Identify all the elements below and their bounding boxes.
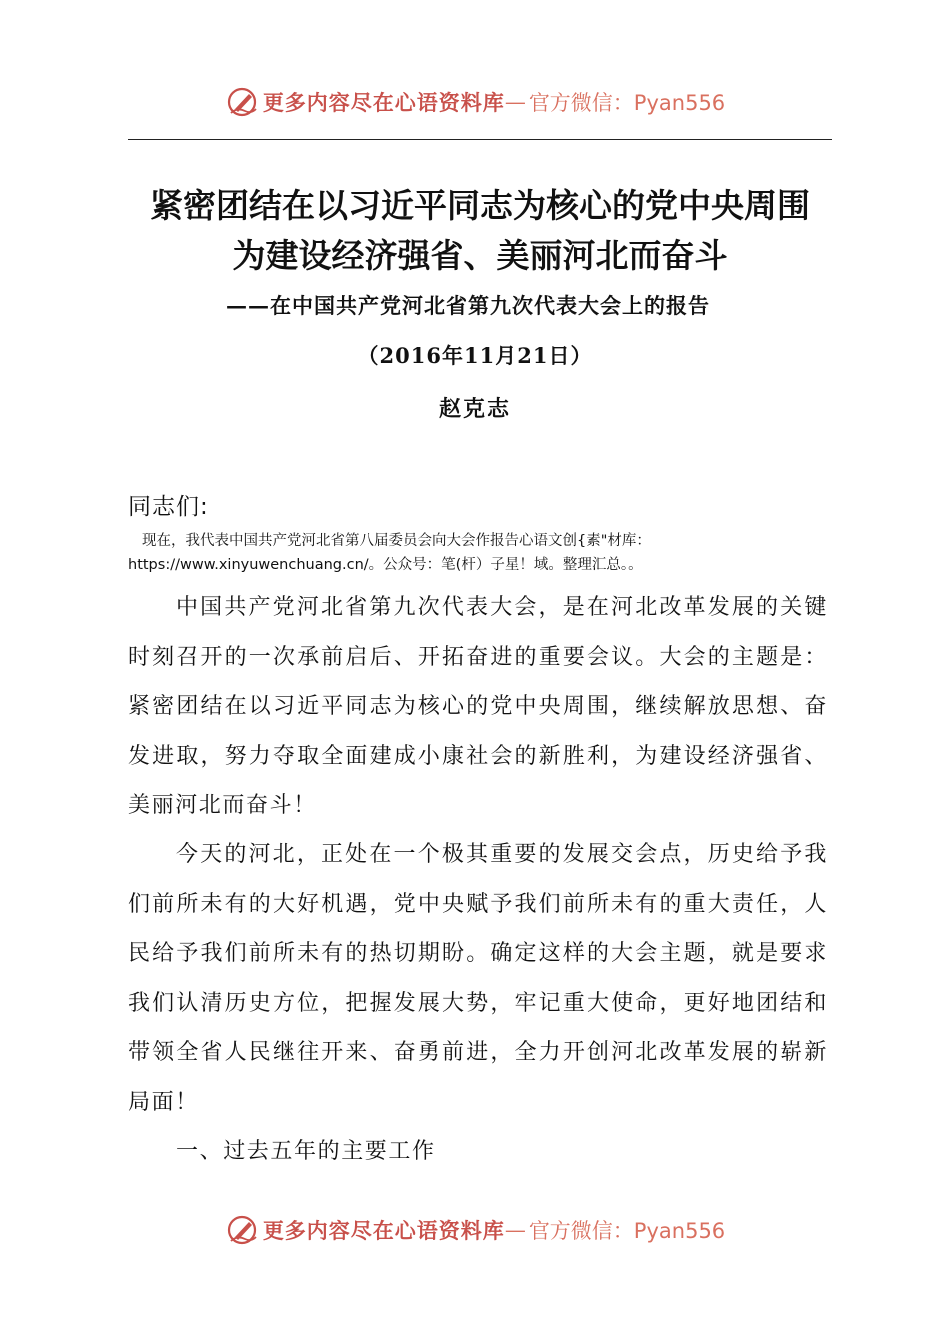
pen-seal-icon (225, 1213, 259, 1247)
document-author: 赵克志 (438, 396, 511, 422)
pen-seal-icon (225, 85, 259, 119)
document-title-line-1: 紧密团结在以习近平同志为核心的党中央周围 (150, 186, 810, 225)
header-divider (128, 139, 832, 140)
watermark-separator: — (504, 90, 527, 114)
document-subtitle: ——在中国共产党河北省第九次代表大会上的报告 (226, 293, 710, 318)
watermark-contact: 官方微信：Pyan556 (528, 1219, 726, 1243)
header-watermark (0, 82, 950, 122)
source-note: 现在，我代表中国共产党河北省第八届委员会向大会作报告心语文创{素"材库：https://www.xinyuwenchuang.cn/。公众号：笔(杆）子星！域。整理汇总。。 (128, 533, 651, 573)
watermark-separator: — (504, 1218, 527, 1242)
footer-watermark (0, 1210, 950, 1250)
document-title-line-2: 为建设经济强省、美丽河北而奋斗 (232, 236, 728, 275)
body-paragraph-1: 中国共产党河北省第九次代表大会，是在河北改革发展的关键时刻召开的一次承前启后、开拓奋进的重要会议。大会的主题是：紧密团结在以习近平同志为核心的党中央周围，继续解放思想、奋发进取，努力夺取全面建成小康社会的新胜利，为建设经济强省、美丽河北而奋斗！ (128, 595, 828, 818)
document-date: （2016年11月21日） (357, 343, 593, 368)
watermark-brand: 更多内容尽在心语资料库 (262, 1218, 505, 1243)
section-heading: 一、过去五年的主要工作 (176, 1139, 436, 1164)
salutation: 同志们: (128, 494, 209, 520)
body-paragraph-2: 今天的河北，正处在一个极其重要的发展交会点，历史给予我们前所未有的大好机遇，党中央赋予我们前所未有的重大责任，人民给予我们前所未有的热切期盼。确定这样的大会主题，就是要求我们认清历史方位，把握发展大势，牢记重大使命，更好地团结和带领全省人民继往开来、奋勇前进，全力开创河北改革发展的崭新局面！ (128, 842, 828, 1115)
watermark-brand: 更多内容尽在心语资料库 (262, 90, 505, 115)
watermark-contact: 官方微信：Pyan556 (528, 91, 726, 115)
